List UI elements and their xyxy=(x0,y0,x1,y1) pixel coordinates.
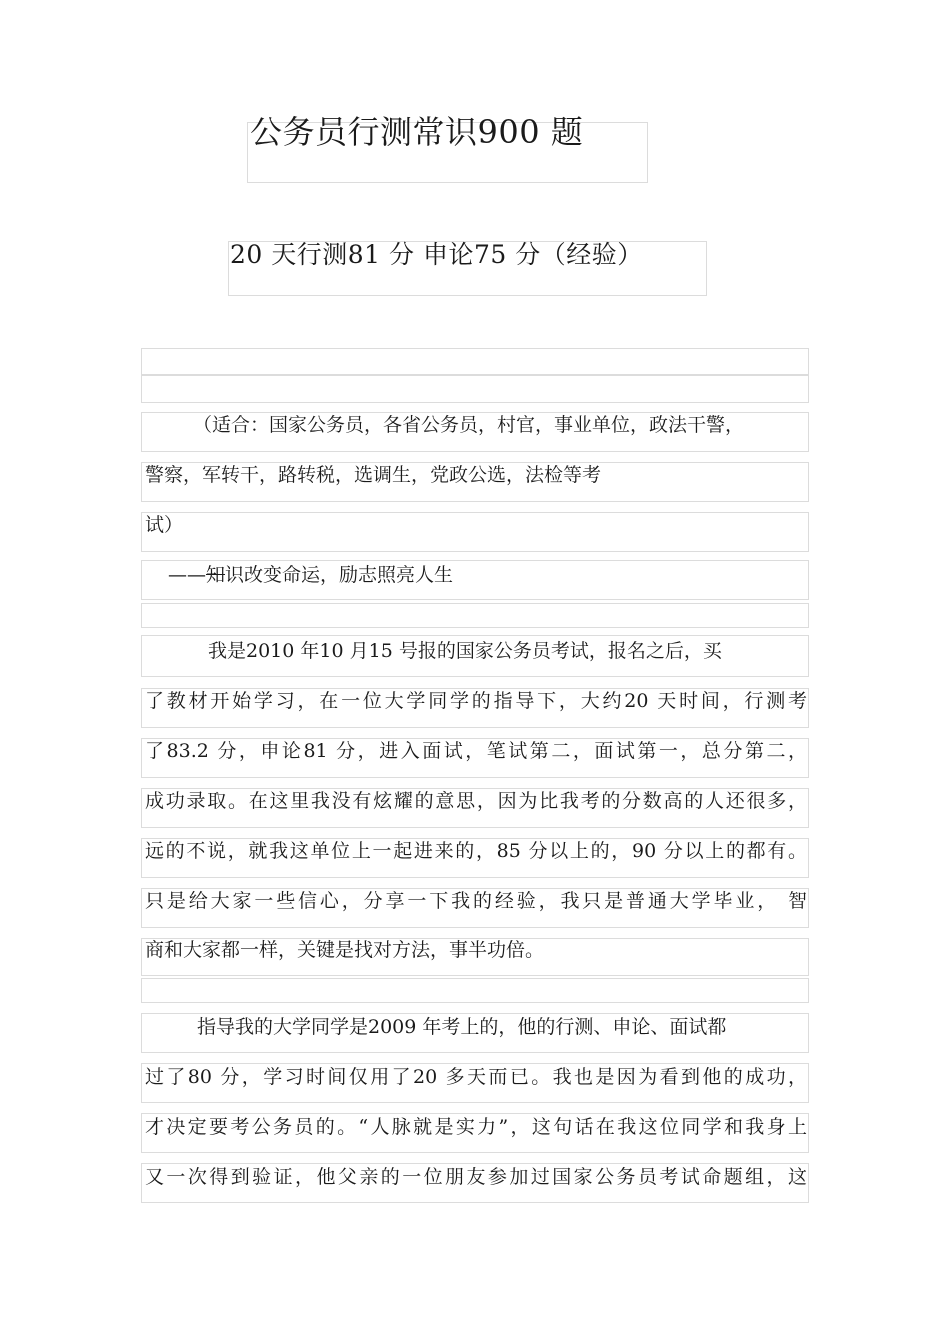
frame-row xyxy=(141,978,809,1003)
frame-row xyxy=(141,348,809,375)
paragraph-1-line-6: 只是给大家一些信心，分享一下我的经验，我只是普通大学毕业， 智 xyxy=(145,890,807,912)
motto-struck-char: 知 xyxy=(206,564,226,586)
paragraph-1-line-3: 了83.2 分，申论81 分，进入面试，笔试第二，面试第一，总分第二， xyxy=(145,740,807,762)
paragraph-1-line-4: 成功录取。在这里我没有炫耀的意思，因为比我考的分数高的人还很多， xyxy=(145,790,807,812)
paragraph-2-line-4: 又一次得到验证，他父亲的一位朋友参加过国家公务员考试命题组，这 xyxy=(145,1166,807,1188)
intro-line-3: 试） xyxy=(145,514,184,536)
frame-row xyxy=(141,512,809,552)
paragraph-2-line-3: 才决定要考公务员的。“人脉就是实力”，这句话在我这位同学和我身上 xyxy=(145,1116,807,1138)
intro-line-2: 警察，军转干，路转税，选调生，党政公选，法检等考 xyxy=(145,464,602,486)
motto-dash: —— xyxy=(168,564,206,586)
frame-row xyxy=(141,375,809,403)
paragraph-1-line-2: 了教材开始学习，在一位大学同学的指导下，大约20 天时间，行测考 xyxy=(145,690,807,712)
paragraph-1-line-5: 远的不说，就我这单位上一起进来的，85 分以上的，90 分以上的都有。 xyxy=(145,840,807,862)
paragraph-2-line-1: 指导我的大学同学是2009 年考上的，他的行测、申论、面试都 xyxy=(197,1016,727,1038)
intro-line-1: （适合：国家公务员，各省公务员，村官，事业单位，政法干警， xyxy=(193,414,745,436)
motto-rest: 识改变命运，励志照亮人生 xyxy=(225,564,454,586)
paragraph-1-line-1: 我是2010 年10 月15 号报的国家公务员考试，报名之后，买 xyxy=(208,640,722,662)
paragraph-1-line-7: 商和大家都一样，关键是找对方法，事半功倍。 xyxy=(145,939,545,961)
document-subtitle: 20 天行测81 分 申论75 分（经验） xyxy=(230,240,643,269)
paragraph-2-line-2: 过了80 分，学习时间仅用了20 多天而已。我也是因为看到他的成功， xyxy=(145,1066,807,1088)
motto xyxy=(168,566,453,585)
document-title: 公务员行测常识900 题 xyxy=(250,113,584,151)
frame-row xyxy=(141,603,809,628)
